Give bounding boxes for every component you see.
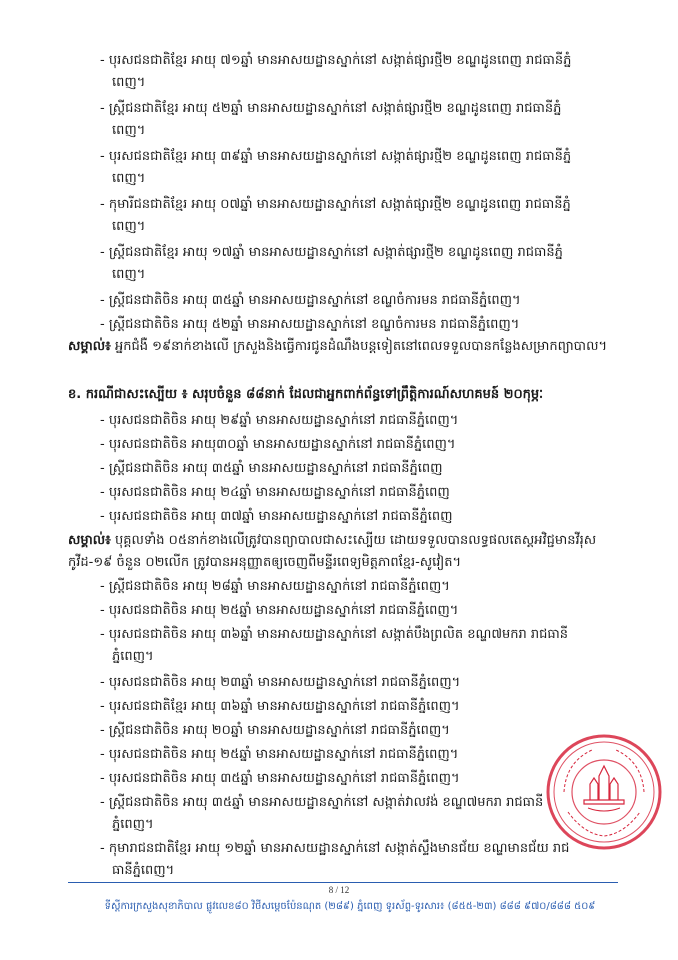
list-item-continuation: ភ្នំពេញ។ <box>112 649 154 664</box>
note-label: សម្គាល់៖ <box>68 339 111 354</box>
list-item-continuation: ពេញ។ <box>112 219 146 234</box>
list-item: - ស្ត្រីជនជាតិចិន អាយុ ៣៥ឆ្នាំ មានអាសយដ្ឋានស្នាក់នៅ រាជធានីភ្នំពេញ <box>100 461 443 476</box>
note-text: អ្នកជំងឺ ១៩នាក់ខាងលើ ក្រសួងនិងធ្វើការជូនដំណឹងបន្តទៀតនៅពេលទទួលបានកន្លែងសម្រាកព្យាបាល។ <box>110 339 608 354</box>
list-item: - បុរសជនជាតិខ្មែរ អាយុ ៣៦ឆ្នាំ មានអាសយដ្ឋានស្នាក់នៅ រាជធានីភ្នំពេញ។ <box>100 699 460 714</box>
note-text: បុគ្គលទាំង ០៥នាក់ខាងលើត្រូវបានព្យាបាលជាសះស្បើយ ដោយទទួលបានលទ្ធផលតេស្តអវិជ្ជមានវីរុស កូវីដ-១៩ ចំនួន ០២លើក ត្រូវបានអនុញ្ញាតឲ្យចេញពីមន្ទីរពេទ្យមិត្តភាពខ្មែរ-សូវៀត។ <box>68 533 597 570</box>
list-item: - ស្ត្រីជនជាតិចិន អាយុ ២០ឆ្នាំ មានអាសយដ្ឋានស្នាក់នៅ រាជធានីភ្នំពេញ។ <box>100 723 450 738</box>
footer-divider <box>68 882 618 883</box>
list-item: - បុរសជនជាតិចិន អាយុ ២៣ឆ្នាំ មានអាសយដ្ឋានស្នាក់នៅ រាជធានីភ្នំពេញ។ <box>100 675 461 690</box>
list-item: - បុរសជនជាតិចិន អាយុ ៣៦ឆ្នាំ មានអាសយដ្ឋានស្នាក់នៅ សង្កាត់បឹងព្រលិត ខណ្ឌ៧មករា រាជធានី <box>100 627 569 642</box>
list-item: - បុរសជនជាតិចិន អាយុ ២៤ឆ្នាំ មានអាសយដ្ឋានស្នាក់នៅ រាជធានីភ្នំពេញ <box>100 485 450 500</box>
list-item-continuation: ពេញ។ <box>112 123 146 138</box>
list-item: - ស្ត្រីជនជាតិចិន អាយុ ៣៥ឆ្នាំ មានអាសយដ្ឋានស្នាក់នៅ ខណ្ឌចំការមន រាជធានីភ្នំពេញ។ <box>100 293 521 308</box>
list-item: - បុរសជនជាតិចិន អាយុ ៣៥ឆ្នាំ មានអាសយដ្ឋានស្នាក់នៅ រាជធានីភ្នំពេញ។ <box>100 771 460 786</box>
list-item: - ស្ត្រីជនជាតិចិន អាយុ ៣៥ឆ្នាំ មានអាសយដ្ឋានស្នាក់នៅ សង្កាត់វាលវង់ ខណ្ឌ៧មករា រាជធានី <box>100 795 544 810</box>
list-item: - ស្ត្រីជនជាតិចិន អាយុ ២៨ឆ្នាំ មានអាសយដ្ឋានស្នាក់នៅ រាជធានីភ្នំពេញ។ <box>100 579 450 594</box>
list-item: - បុរសជនជាតិចិន អាយុ ៣៧ឆ្នាំ មានអាសយដ្ឋានស្នាក់នៅ រាជធានីភ្នំពេញ <box>100 509 453 524</box>
list-item: - បុរសជនជាតិខ្មែរ អាយុ ៧១ឆ្នាំ មានអាសយដ្ឋានស្នាក់នៅ សង្កាត់ផ្សារថ្មី២ ខណ្ឌដូនពេញ រាជធានីភ្នំ <box>100 53 572 68</box>
list-item: - បុរសជនជាតិចិន អាយុ ២៩ឆ្នាំ មានអាសយដ្ឋានស្នាក់នៅ រាជធានីភ្នំពេញ។ <box>100 413 459 428</box>
list-item: - ស្ត្រីជនជាតិចិន អាយុ ៥២ឆ្នាំ មានអាសយដ្ឋានស្នាក់នៅ ខណ្ឌចំការមន រាជធានីភ្នំពេញ។ <box>100 317 520 332</box>
list-item: - កុមារីជនជាតិខ្មែរ អាយុ ០៧ឆ្នាំ មានអាសយដ្ឋានស្នាក់នៅ សង្កាត់ផ្សារថ្មី២ ខណ្ឌដូនពេញ រាជធានីភ្នំ <box>100 197 571 212</box>
note-paragraph <box>68 530 624 574</box>
list-item-continuation: ពេញ។ <box>112 171 146 186</box>
list-item-continuation: ភ្នំពេញ។ <box>112 817 154 832</box>
footer-address: ទីស្តីការក្រសួងសុខាភិបាល ផ្លូវលេខ៨០ វិថីសម្តេចប៉ែនណុត (២៨៩) ភ្នំពេញ ទូរស័ព្ទ-ទូរសារ៖ (៨៥៥-២៣) ៨៨៨ ៩៧០/៨៨៨ ៥០៩ <box>104 901 596 912</box>
list-item: - បុរសជនជាតិចិន អាយុ៣០ឆ្នាំ មានអាសយដ្ឋានស្នាក់នៅ រាជធានីភ្នំពេញ។ <box>100 437 456 452</box>
list-item-continuation: ពេញ។ <box>112 75 146 90</box>
page-number: 8 / 12 <box>328 885 350 895</box>
list-item: - កុមារាជនជាតិខ្មែរ អាយុ ១២ឆ្នាំ មានអាសយដ្ឋានស្នាក់នៅ សង្កាត់ស្ទឹងមានជ័យ ខណ្ឌមានជ័យ រាជ <box>100 841 570 856</box>
list-item: - បុរសជនជាតិចិន អាយុ ២៥ឆ្នាំ មានអាសយដ្ឋានស្នាក់នៅ រាជធានីភ្នំពេញ។ <box>100 747 459 762</box>
note-label: សម្គាល់៖ <box>68 533 111 548</box>
list-item-continuation: ពេញ។ <box>112 267 146 282</box>
list-item: - បុរសជនជាតិចិន អាយុ ២៥ឆ្នាំ មានអាសយដ្ឋានស្នាក់នៅ រាជធានីភ្នំពេញ។ <box>100 603 459 618</box>
list-item: - បុរសជនជាតិខ្មែរ អាយុ ៣៩ឆ្នាំ មានអាសយដ្ឋានស្នាក់នៅ សង្កាត់ផ្សារថ្មី២ ខណ្ឌដូនពេញ រាជធានីភ្នំ <box>100 149 572 164</box>
note-paragraph <box>68 336 624 358</box>
list-item: - ស្ត្រីជនជាតិខ្មែរ អាយុ ៥២ឆ្នាំ មានអាសយដ្ឋានស្នាក់នៅ សង្កាត់ផ្សារថ្មី២ ខណ្ឌដូនពេញ រាជធានីភ្នំ <box>100 101 562 116</box>
list-item-continuation: ធានីភ្នំពេញ។ <box>112 863 175 878</box>
official-seal-stamp <box>544 732 664 852</box>
list-item: - ស្ត្រីជនជាតិខ្មែរ អាយុ ១៧ឆ្នាំ មានអាសយដ្ឋានស្នាក់នៅ សង្កាត់ផ្សារថ្មី២ ខណ្ឌដូនពេញ រាជធានីភ្នំ <box>100 245 563 260</box>
section-heading: ខ. ករណីជាសះស្បើយ ៖ សរុបចំនួន ៨៨នាក់ ដែលជាអ្នកពាក់ព័ន្ធទៅព្រឹត្តិការណ៍សហគមន៍ ២០កុម្ភៈ <box>68 387 544 402</box>
